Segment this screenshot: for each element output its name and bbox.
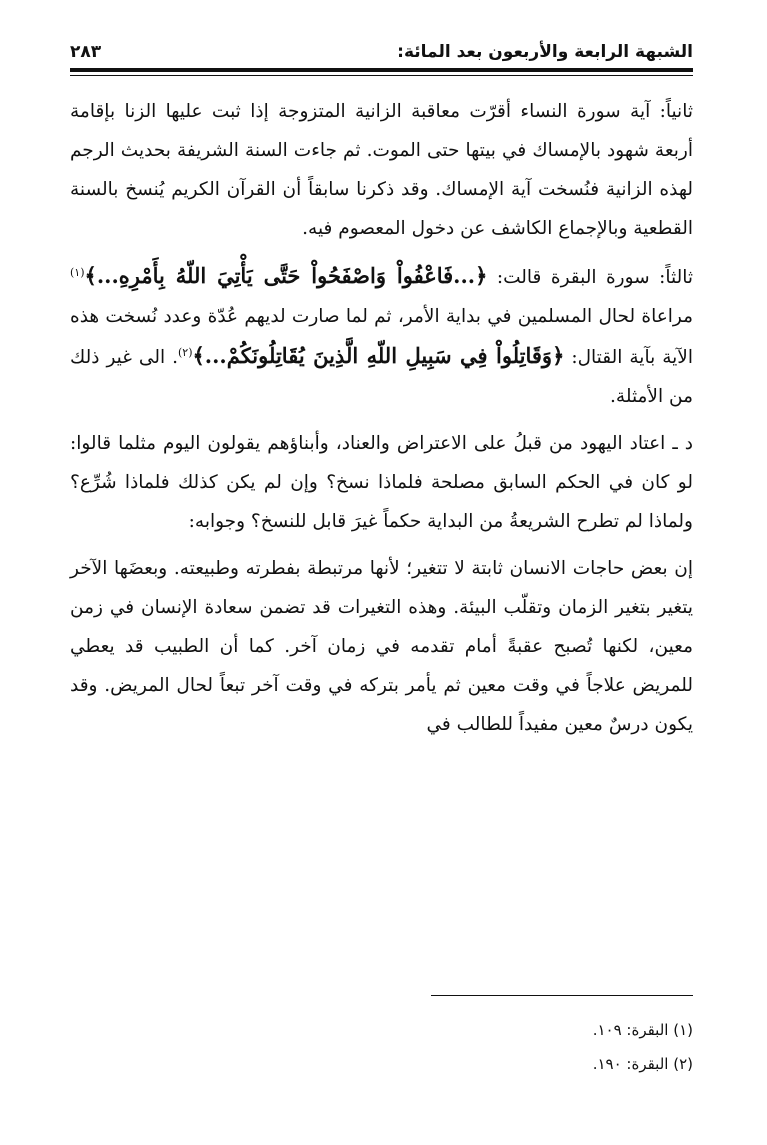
paragraph <box>70 424 693 541</box>
quran-verse: ﴿وَقَاتِلُواْ فِي سَبِيلِ اللّهِ الَّذِينَ يُقَاتِلُونَكُمْ...﴾ <box>192 343 565 368</box>
footnotes <box>70 1013 693 1081</box>
header-rule-thick <box>70 68 693 72</box>
paragraph-text: . الى غير ذلك من الأمثلة. <box>70 347 693 407</box>
footnote-separator <box>431 995 693 996</box>
page-header <box>70 30 693 62</box>
running-title: الشبهة الرابعة والأربعون بعد المائة: <box>397 42 693 62</box>
paragraph-text: ثالثاً: سورة البقرة قالت: <box>487 267 693 288</box>
footnote: (١) البقرة: ١٠٩. <box>592 1021 693 1039</box>
paragraph <box>70 549 693 744</box>
footnote-reference: (٢) <box>177 345 193 359</box>
paragraph <box>70 256 693 416</box>
page-number: ٢٨٣ <box>70 42 102 62</box>
paragraph-text: مراعاة لحال المسلمين في بداية الأمر، ثم لما صارت لديهم عُدّة وعدد نُسخت هذه الآية بآية القتال: <box>70 306 693 368</box>
paragraph <box>70 92 693 248</box>
paragraph-text: د ـ اعتاد اليهود من قبلُ على الاعتراض والعناد، وأبناؤهم يقولون اليوم مثلما قالوا: لو كان في الحكم السابق مصلحة فلماذا نسخ؟ وإن لم يكن كذلك فلماذا شُرِّع؟ ولماذا لم تطرح الشريعةُ من البداية حكماً غيرَ قابل للنسخ؟ وجوابه: <box>70 433 693 532</box>
quran-verse: ﴿...فَاعْفُواْ وَاصْفَحُواْ حَتَّى يَأْتِيَ اللّهُ بِأَمْرِهِ...﴾ <box>84 263 488 288</box>
body-text <box>70 92 693 744</box>
paragraph-text: إن بعض حاجات الانسان ثابتة لا تتغير؛ لأنها مرتبطة بفطرته وطبيعته. وبعضَها الآخر يتغير بتغير الزمان وتقلّب البيئة. وهذه التغيرات قد تضمن سعادة الإنسان في زمن معين، لكنها تُصبح عقبةً أمام تقدمه في زمان آخر. كما أن الطبيب قد يعطي للمريض علاجاً في وقت معين ثم يأمر بتركه في وقت آخر تبعاً لحال المريض. وقد يكون درسٌ معين مفيداً للطالب في <box>70 558 693 735</box>
paragraph-text: ثانياً: آية سورة النساء أقرّت معاقبة الزانية المتزوجة إذا ثبت عليها الزنا بإقامة أربعة شهود بالإمساك في بيتها حتى الموت. ثم جاءت السنة الشريفة بحديث الرجم لهذه الزانية فنُسخت آية الإمساك. وقد ذكرنا سابقاً أن القرآن الكريم يُنسخ بالسنة القطعية وبالإجماع الكاشف عن دخول المعصوم فيه. <box>70 101 693 239</box>
footnote: (٢) البقرة: ١٩٠. <box>592 1055 693 1073</box>
header-rule-thin <box>70 75 693 76</box>
footnote-reference: (١) <box>70 265 85 279</box>
